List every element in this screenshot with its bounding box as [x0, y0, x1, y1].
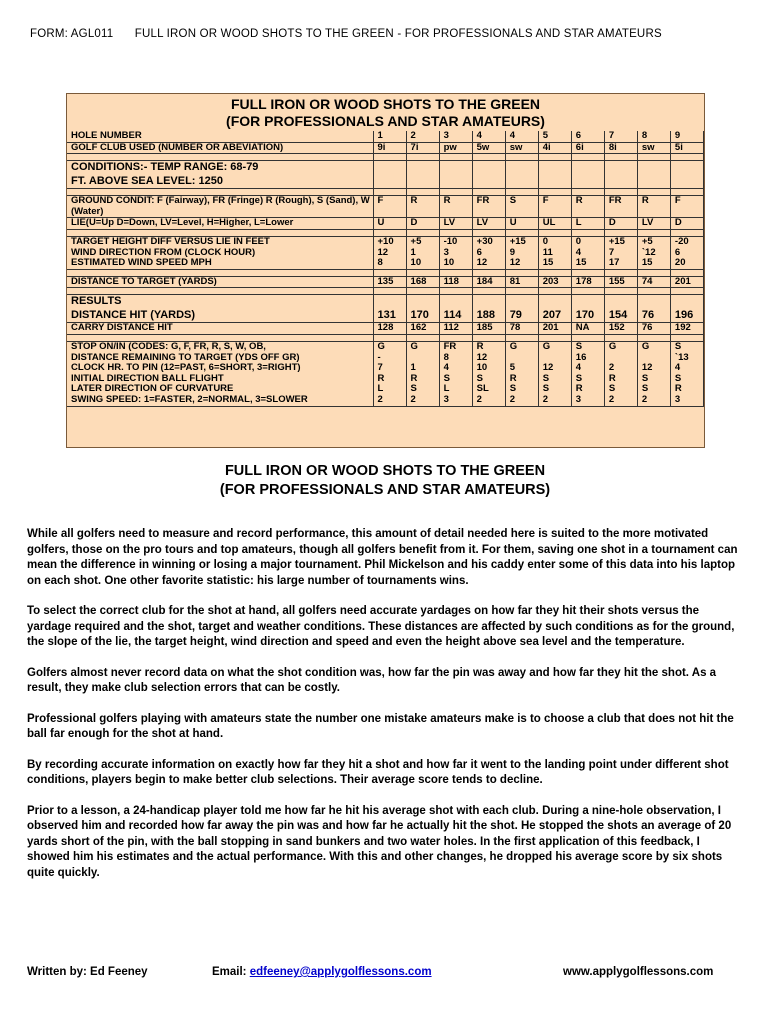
spacer-cell — [571, 334, 604, 341]
sheet-title — [67, 96, 704, 130]
spacer-cell — [472, 154, 505, 161]
spacer-cell — [67, 334, 373, 341]
hole-cell: 79 — [505, 295, 538, 323]
hole-cell: 74 — [637, 276, 670, 288]
spacer-cell — [571, 154, 604, 161]
spacer-cell — [67, 154, 373, 161]
hole-cell: 9i — [373, 142, 406, 154]
spacer-cell — [406, 154, 439, 161]
spacer-cell — [604, 334, 637, 341]
hole-cell: F — [538, 196, 571, 218]
hole-cell — [670, 161, 703, 189]
spacer-cell — [472, 229, 505, 236]
hole-cell: 7i — [406, 142, 439, 154]
spacer-cell — [670, 229, 703, 236]
hole-cell: D — [604, 218, 637, 230]
row-spacer — [67, 229, 704, 236]
paragraph: Golfers almost never record data on what the shot condition was, how far the pin was away and how far they hit the shot. As a result, they make club selection errors that can be costly. — [27, 666, 717, 694]
hole-cell — [637, 161, 670, 189]
sheet-title-line2: (FOR PROFESSIONALS AND STAR AMATEURS) — [226, 113, 545, 129]
row-label: GOLF CLUB USED (NUMBER OR ABEVIATION) — [67, 142, 373, 154]
hole-cell: 76 — [637, 295, 670, 323]
spacer-cell — [439, 334, 472, 341]
hole-cell: 2 — [406, 131, 439, 142]
email-link[interactable]: edfeeney@applygolflessons.com — [249, 966, 432, 978]
hole-cell: NA — [571, 323, 604, 335]
row-label: STOP ON/IN (CODES: G, F, FR, R, S, W, OB, DISTANCE REMAINING TO TARGET (YDS OFF GR) CLOCK HR. TO PIN (12=PAST, 6=SHORT, 3=RIGHT) INITIAL DIRECTION BALL FLIGHT LATER DIRECTION OF CURVATURE SWING SPEED: 1=FASTER, 2=NORMAL, 3=SLOWER — [67, 341, 373, 406]
article-title — [0, 462, 770, 500]
hole-cell: G 12 S S 2 — [538, 341, 571, 406]
hole-cell: 8i — [604, 142, 637, 154]
hole-cell: 1 — [373, 131, 406, 142]
hole-cell: 0 4 15 — [571, 236, 604, 269]
row-spacer — [67, 288, 704, 295]
hole-cell: 178 — [571, 276, 604, 288]
hole-cell: UL — [538, 218, 571, 230]
spacer-cell — [373, 189, 406, 196]
spacer-cell — [406, 229, 439, 236]
hole-cell: 9 — [670, 131, 703, 142]
hole-cell: 170 — [571, 295, 604, 323]
spacer-cell — [604, 229, 637, 236]
hole-cell: 8 — [637, 131, 670, 142]
row-spacer — [67, 154, 704, 161]
row-spacer — [67, 334, 704, 341]
hole-cell: 5w — [472, 142, 505, 154]
table-row — [67, 276, 704, 288]
spacer-cell — [472, 288, 505, 295]
spacer-cell — [670, 189, 703, 196]
spacer-cell — [670, 334, 703, 341]
hole-cell: 78 — [505, 323, 538, 335]
hole-cell: U — [505, 218, 538, 230]
hole-cell: 154 — [604, 295, 637, 323]
hole-cell — [604, 161, 637, 189]
hole-cell: S — [505, 196, 538, 218]
spacer-cell — [439, 189, 472, 196]
paragraph: To select the correct club for the shot at hand, all golfers need accurate yardages on how far they hit their shots versus the yardage required and the shot, target and weather conditions. These distances are affected by such conditions as for the ground, the slope of the lie, the target height, wind direction and speed and even the height above sea level and the temperature. — [27, 605, 735, 648]
spacer-cell — [571, 269, 604, 276]
hole-cell: 201 — [670, 276, 703, 288]
spacer-cell — [604, 288, 637, 295]
hole-cell: U — [373, 218, 406, 230]
spacer-cell — [571, 288, 604, 295]
table-row — [67, 142, 704, 154]
hole-cell: 4 — [472, 131, 505, 142]
hole-cell: 131 — [373, 295, 406, 323]
spacer-cell — [406, 269, 439, 276]
spacer-cell — [637, 229, 670, 236]
author-credit: Written by: Ed Feeney — [27, 966, 148, 978]
spacer-cell — [439, 288, 472, 295]
hole-cell: +10 12 8 — [373, 236, 406, 269]
spacer-cell — [373, 334, 406, 341]
spacer-cell — [538, 229, 571, 236]
spacer-cell — [439, 229, 472, 236]
spacer-cell — [670, 154, 703, 161]
table-row — [67, 236, 704, 269]
spacer-cell — [67, 288, 373, 295]
spacer-cell — [538, 154, 571, 161]
spacer-cell — [439, 269, 472, 276]
hole-cell: 170 — [406, 295, 439, 323]
spacer-cell — [637, 154, 670, 161]
spacer-cell — [472, 189, 505, 196]
hole-cell: 201 — [538, 323, 571, 335]
hole-cell: 168 — [406, 276, 439, 288]
email-label: Email: — [212, 966, 250, 978]
hole-cell: S 16 4 S R 3 — [571, 341, 604, 406]
spacer-cell — [373, 269, 406, 276]
row-spacer — [67, 189, 704, 196]
hole-cell: +5 `12 15 — [637, 236, 670, 269]
hole-cell: R — [571, 196, 604, 218]
sheet-title-line1: FULL IRON OR WOOD SHOTS TO THE GREEN — [230, 96, 541, 112]
hole-cell: G 12 S S 2 — [637, 341, 670, 406]
hole-cell: +15 7 17 — [604, 236, 637, 269]
hole-cell — [406, 161, 439, 189]
hole-cell: D — [670, 218, 703, 230]
article-title-line2: (FOR PROFESSIONALS AND STAR AMATEURS) — [219, 482, 551, 498]
spacer-cell — [439, 154, 472, 161]
hole-cell: G 5 R S 2 — [505, 341, 538, 406]
spacer-cell — [505, 229, 538, 236]
hole-cell: F — [373, 196, 406, 218]
scorecard-sheet — [66, 93, 705, 448]
hole-cell: 4 — [505, 131, 538, 142]
hole-cell: 6i — [571, 142, 604, 154]
hole-cell: R — [439, 196, 472, 218]
hole-cell: 7 — [604, 131, 637, 142]
paragraph: Prior to a lesson, a 24-handicap player told me how far he hit his average shot with each club. During a nine-hole observation, I observed him and recorded how far away the pin was and how far he actually hit the shot. He stopped the shots an average of 20 yards short of the pin, with the ball stopping in sand bunkers and two water holes. In the first application of this feedback, I showed him his estimates and the actual performance. With this and other changes, he dropped his average score by six shots quite quickly. — [27, 804, 732, 879]
hole-cell: LV — [439, 218, 472, 230]
spacer-cell — [505, 189, 538, 196]
article-body — [27, 527, 739, 896]
table-row — [67, 218, 704, 230]
spacer-cell — [373, 154, 406, 161]
spacer-cell — [406, 288, 439, 295]
hole-cell: 5i — [670, 142, 703, 154]
form-header — [30, 28, 662, 40]
hole-cell: 5 — [538, 131, 571, 142]
row-label: CONDITIONS:- TEMP RANGE: 68-79 FT. ABOVE SEA LEVEL: 1250 — [67, 161, 373, 189]
table-row — [67, 323, 704, 335]
row-label: HOLE NUMBER — [67, 131, 373, 142]
hole-cell: 112 — [439, 323, 472, 335]
row-spacer — [67, 269, 704, 276]
website-link[interactable]: www.applygolflessons.com — [563, 966, 714, 978]
spacer-cell — [604, 269, 637, 276]
paragraph: While all golfers need to measure and record performance, this amount of detail needed here is suited to the more motivated golfers, those on the pro tours and top amateurs, though all golfers benefit from it. For them, saving one shot in a tournament can mean the difference in winning or losing a major tournament. Phil Mickelson and his caddy enter some of this data into his laptop on each shot. One other favorite statistic: his large number of tournaments wins. — [27, 528, 738, 587]
spacer-cell — [637, 189, 670, 196]
hole-cell: 203 — [538, 276, 571, 288]
paragraph: Professional golfers playing with amateurs state the number one mistake amateurs make is to choose a club that does not hit the ball far enough for the shot at hand. — [27, 712, 734, 740]
hole-cell: FR — [472, 196, 505, 218]
table-row — [67, 131, 704, 142]
hole-cell: G 2 R S 2 — [604, 341, 637, 406]
hole-cell: +5 1 10 — [406, 236, 439, 269]
spacer-cell — [637, 269, 670, 276]
hole-cell: 184 — [472, 276, 505, 288]
hole-cell: S `13 4 S R 3 — [670, 341, 703, 406]
spacer-cell — [472, 269, 505, 276]
spacer-cell — [373, 229, 406, 236]
hole-cell: -10 3 10 — [439, 236, 472, 269]
table-row — [67, 295, 704, 323]
spacer-cell — [637, 288, 670, 295]
spacer-cell — [67, 269, 373, 276]
hole-cell: 81 — [505, 276, 538, 288]
shot-data-table — [67, 131, 704, 407]
hole-cell: sw — [505, 142, 538, 154]
hole-cell — [571, 161, 604, 189]
hole-cell: +30 6 12 — [472, 236, 505, 269]
row-label: DISTANCE TO TARGET (YARDS) — [67, 276, 373, 288]
hole-cell: +15 9 12 — [505, 236, 538, 269]
hole-cell: 114 — [439, 295, 472, 323]
hole-cell: FR — [604, 196, 637, 218]
spacer-cell — [604, 154, 637, 161]
hole-cell: D — [406, 218, 439, 230]
spacer-cell — [505, 154, 538, 161]
hole-cell: 6 — [571, 131, 604, 142]
hole-cell: G 1 R S 2 — [406, 341, 439, 406]
spacer-cell — [538, 269, 571, 276]
spacer-cell — [406, 334, 439, 341]
spacer-cell — [505, 269, 538, 276]
hole-cell — [538, 161, 571, 189]
hole-cell — [505, 161, 538, 189]
spacer-cell — [67, 189, 373, 196]
spacer-cell — [67, 229, 373, 236]
hole-cell: R — [637, 196, 670, 218]
hole-cell: 0 11 15 — [538, 236, 571, 269]
hole-cell: L — [571, 218, 604, 230]
hole-cell: 128 — [373, 323, 406, 335]
hole-cell: FR 8 4 S L 3 — [439, 341, 472, 406]
hole-cell: 152 — [604, 323, 637, 335]
hole-cell: LV — [472, 218, 505, 230]
hole-cell — [472, 161, 505, 189]
hole-cell: LV — [637, 218, 670, 230]
spacer-cell — [505, 288, 538, 295]
table-row — [67, 161, 704, 189]
spacer-cell — [604, 189, 637, 196]
spacer-cell — [406, 189, 439, 196]
row-label: RESULTS DISTANCE HIT (YARDS) — [67, 295, 373, 323]
spacer-cell — [637, 334, 670, 341]
spacer-cell — [373, 288, 406, 295]
row-label: TARGET HEIGHT DIFF VERSUS LIE IN FEET WIND DIRECTION FROM (CLOCK HOUR) ESTIMATED WIND SPEED MPH — [67, 236, 373, 269]
spacer-cell — [670, 269, 703, 276]
hole-cell: G - 7 R L 2 — [373, 341, 406, 406]
spacer-cell — [571, 229, 604, 236]
hole-cell: 3 — [439, 131, 472, 142]
spacer-cell — [538, 334, 571, 341]
spacer-cell — [472, 334, 505, 341]
spacer-cell — [538, 288, 571, 295]
article-title-line1: FULL IRON OR WOOD SHOTS TO THE GREEN — [224, 463, 546, 479]
form-number: FORM: AGL011 — [30, 28, 114, 40]
spacer-cell — [505, 334, 538, 341]
hole-cell: sw — [637, 142, 670, 154]
hole-cell — [439, 161, 472, 189]
hole-cell: 207 — [538, 295, 571, 323]
hole-cell: 155 — [604, 276, 637, 288]
hole-cell: R 12 10 S SL 2 — [472, 341, 505, 406]
table-row — [67, 196, 704, 218]
hole-cell: 196 — [670, 295, 703, 323]
paragraph: By recording accurate information on exactly how far they hit a shot and how far it went to the landing point under different shot conditions, players begin to make better club selections. Their average score tends to decline. — [27, 758, 729, 786]
row-label: GROUND CONDIT: F (Fairway), FR (Fringe) R (Rough), S (Sand), W (Water) — [67, 196, 373, 218]
hole-cell: 162 — [406, 323, 439, 335]
form-title: FULL IRON OR WOOD SHOTS TO THE GREEN - FOR PROFESSIONALS AND STAR AMATEURS — [134, 28, 662, 40]
row-label: LIE(U=Up D=Down, LV=Level, H=Higher, L=Lower — [67, 218, 373, 230]
table-row — [67, 341, 704, 406]
hole-cell — [373, 161, 406, 189]
hole-cell: R — [406, 196, 439, 218]
spacer-cell — [538, 189, 571, 196]
hole-cell: 118 — [439, 276, 472, 288]
hole-cell: 188 — [472, 295, 505, 323]
hole-cell: -20 6 20 — [670, 236, 703, 269]
email-block — [212, 966, 432, 978]
hole-cell: 135 — [373, 276, 406, 288]
hole-cell: 192 — [670, 323, 703, 335]
hole-cell: pw — [439, 142, 472, 154]
hole-cell: 185 — [472, 323, 505, 335]
hole-cell: 76 — [637, 323, 670, 335]
hole-cell: F — [670, 196, 703, 218]
hole-cell: 4i — [538, 142, 571, 154]
row-label: CARRY DISTANCE HIT — [67, 323, 373, 335]
spacer-cell — [571, 189, 604, 196]
spacer-cell — [670, 288, 703, 295]
